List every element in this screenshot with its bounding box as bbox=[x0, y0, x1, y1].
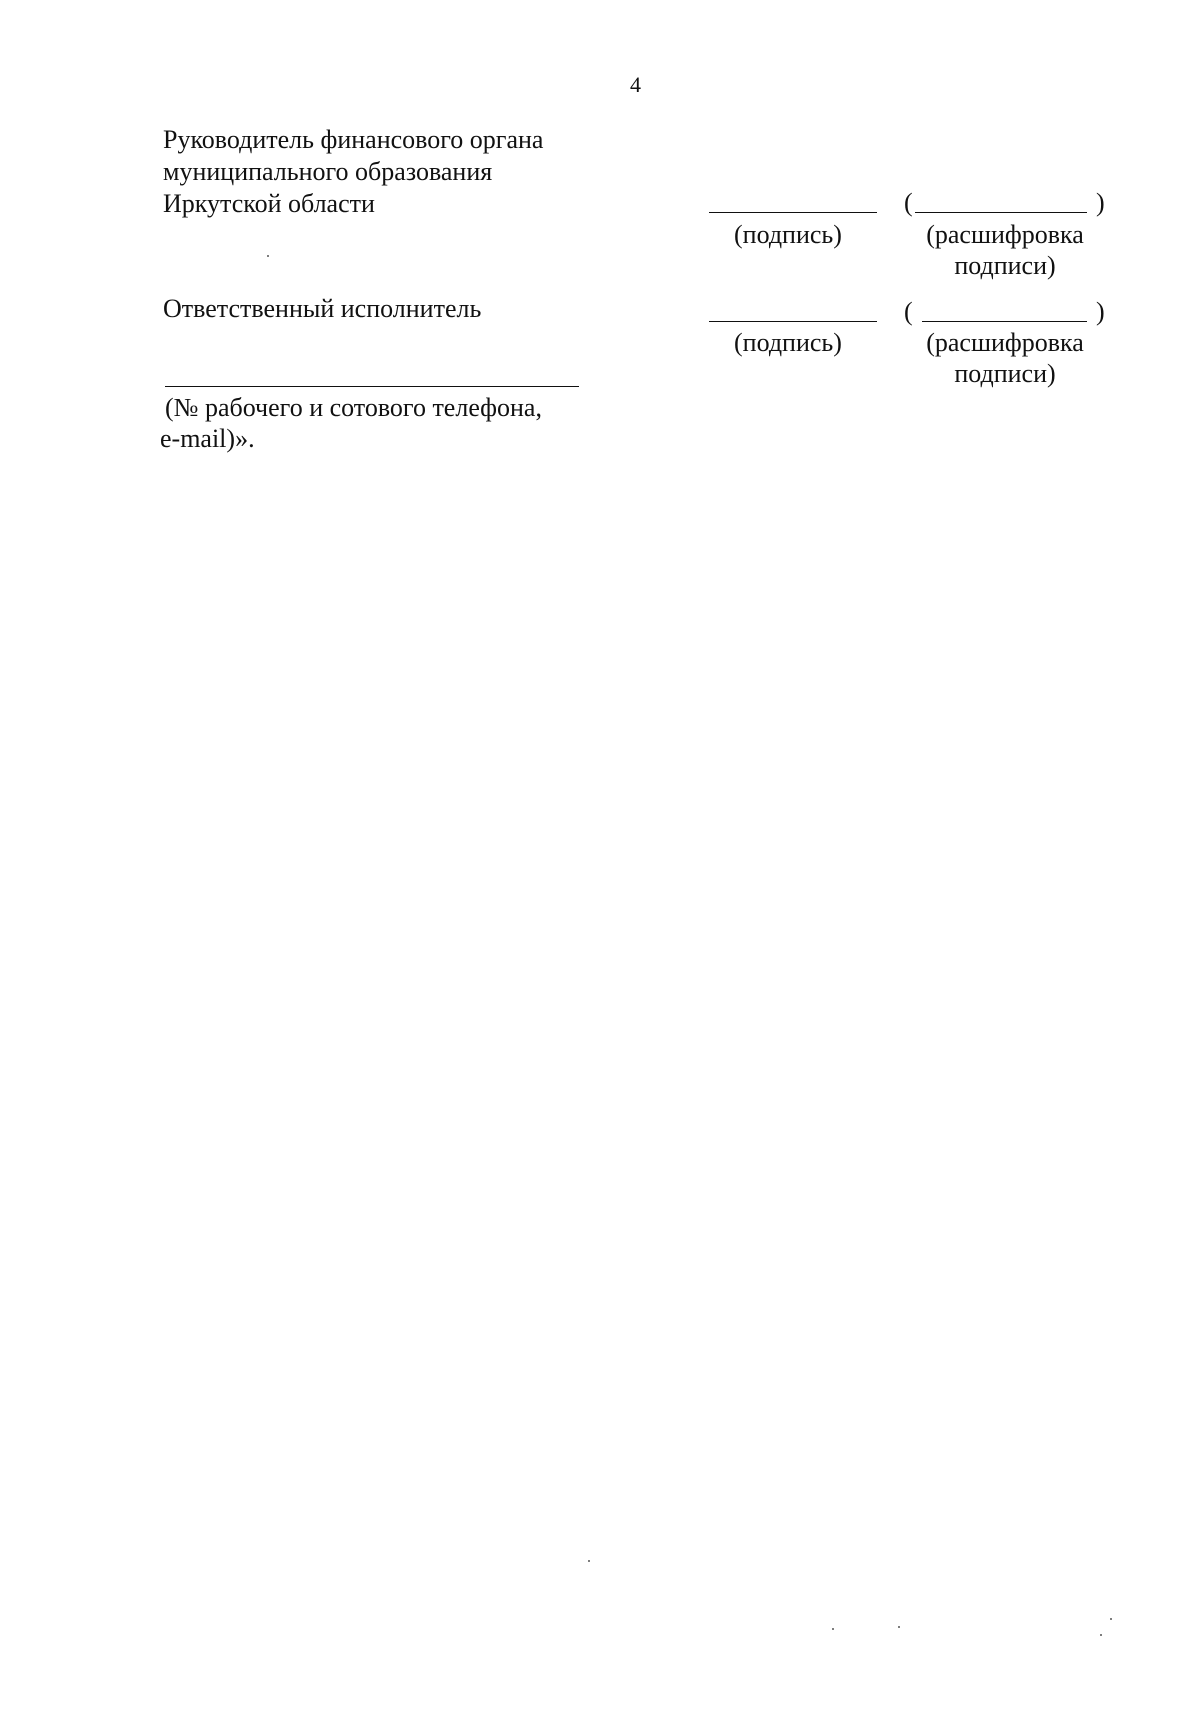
head-title-line-1: Руководитель финансового органа bbox=[163, 125, 544, 154]
scan-speck bbox=[832, 1628, 834, 1630]
scan-speck bbox=[898, 1626, 900, 1628]
head-signature-caption: (подпись) bbox=[734, 220, 842, 249]
head-decoding-paren-close: ) bbox=[1096, 188, 1105, 217]
contacts-caption-line-1: (№ рабочего и сотового телефона, bbox=[165, 393, 542, 422]
page-number: 4 bbox=[630, 72, 641, 97]
head-decoding-line bbox=[915, 212, 1087, 213]
executor-signature-caption: (подпись) bbox=[734, 328, 842, 357]
scan-speck bbox=[588, 1560, 590, 1562]
executor-decoding-paren-close: ) bbox=[1096, 297, 1105, 326]
head-decoding-caption-line-2: подписи) bbox=[954, 251, 1056, 280]
head-decoding-caption bbox=[905, 219, 1105, 281]
scan-speck bbox=[1100, 1634, 1102, 1636]
scan-speck bbox=[267, 255, 269, 257]
head-title-line-2: муниципального образования bbox=[163, 157, 493, 186]
executor-decoding-caption-line-1: (расшифровка bbox=[926, 328, 1084, 357]
head-decoding-caption-line-1: (расшифровка bbox=[926, 220, 1084, 249]
executor-decoding-paren-open: ( bbox=[904, 297, 913, 326]
contacts-caption-line-2: e-mail)». bbox=[160, 424, 255, 453]
head-title-line-3: Иркутской области bbox=[163, 189, 375, 218]
contacts-line bbox=[165, 386, 579, 387]
executor-decoding-caption bbox=[905, 327, 1105, 389]
head-title-block bbox=[163, 124, 543, 220]
executor-label: Ответственный исполнитель bbox=[163, 294, 482, 323]
executor-signature-line bbox=[709, 321, 877, 322]
head-signature-line bbox=[709, 212, 877, 213]
head-decoding-paren-open: ( bbox=[904, 188, 913, 217]
executor-decoding-line bbox=[922, 321, 1087, 322]
executor-decoding-caption-line-2: подписи) bbox=[954, 359, 1056, 388]
scan-speck bbox=[1110, 1618, 1112, 1620]
